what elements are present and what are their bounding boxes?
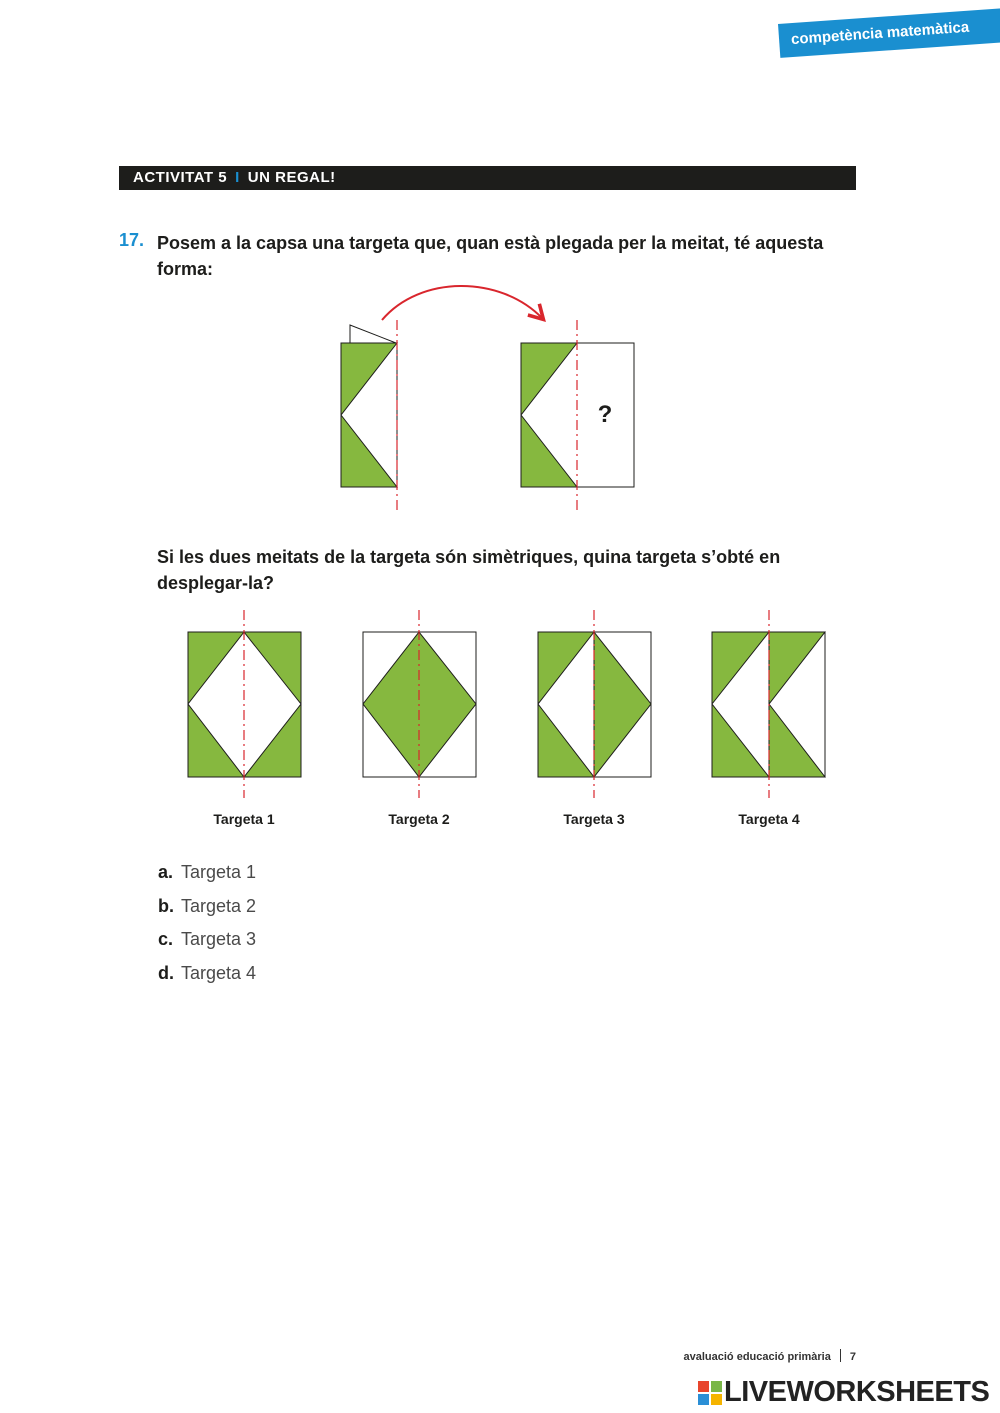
footer-text: avaluació educació primària [683, 1351, 831, 1363]
page-footer [684, 1349, 856, 1363]
card-3-figure [538, 610, 651, 798]
activity-separator: I [235, 169, 240, 186]
card-label-3: Targeta 3 [563, 811, 625, 827]
card-2-figure [363, 610, 476, 798]
competence-tag-text: competència matemàtica [790, 18, 970, 49]
option-letter: d. [158, 962, 174, 983]
folded-card-flap [350, 325, 396, 343]
question-subtext: Si les dues meitats de la targeta són simètriques, quina targeta s’obté en desplegar-la? [157, 547, 781, 593]
option-c[interactable] [158, 927, 256, 961]
option-d[interactable] [158, 961, 256, 995]
card-1-figure [188, 610, 301, 798]
card-4-figure [712, 610, 825, 798]
liveworksheets-text: LIVEWORKSHEETS [724, 1376, 990, 1408]
fold-arrow [382, 286, 542, 320]
question-mark: ? [597, 401, 613, 428]
card-label-2: Targeta 2 [388, 811, 450, 827]
activity-label: ACTIVITAT 5 [133, 169, 228, 186]
option-text: Targeta 3 [181, 929, 257, 950]
option-a[interactable] [158, 860, 256, 894]
option-b[interactable] [158, 894, 256, 928]
question-text: Posem a la capsa una targeta que, quan està plegada per la meitat, té aquesta forma: [157, 233, 824, 279]
card-label-4: Targeta 4 [738, 811, 800, 827]
card-label-1: Targeta 1 [213, 811, 275, 827]
footer-divider [840, 1349, 841, 1362]
page-number: 7 [849, 1351, 856, 1363]
option-letter: b. [158, 895, 174, 916]
unfolded-card-question [521, 320, 634, 510]
liveworksheets-icon [698, 1381, 722, 1405]
option-text: Targeta 1 [181, 862, 257, 882]
option-letter: c. [158, 929, 174, 950]
option-text: Targeta 2 [181, 895, 257, 916]
activity-title: UN REGAL! [247, 169, 336, 186]
option-letter: a. [158, 862, 174, 882]
folded-card [341, 320, 397, 510]
question-number: 17. [119, 230, 145, 250]
option-text: Targeta 4 [181, 962, 257, 983]
answer-options [158, 860, 256, 994]
